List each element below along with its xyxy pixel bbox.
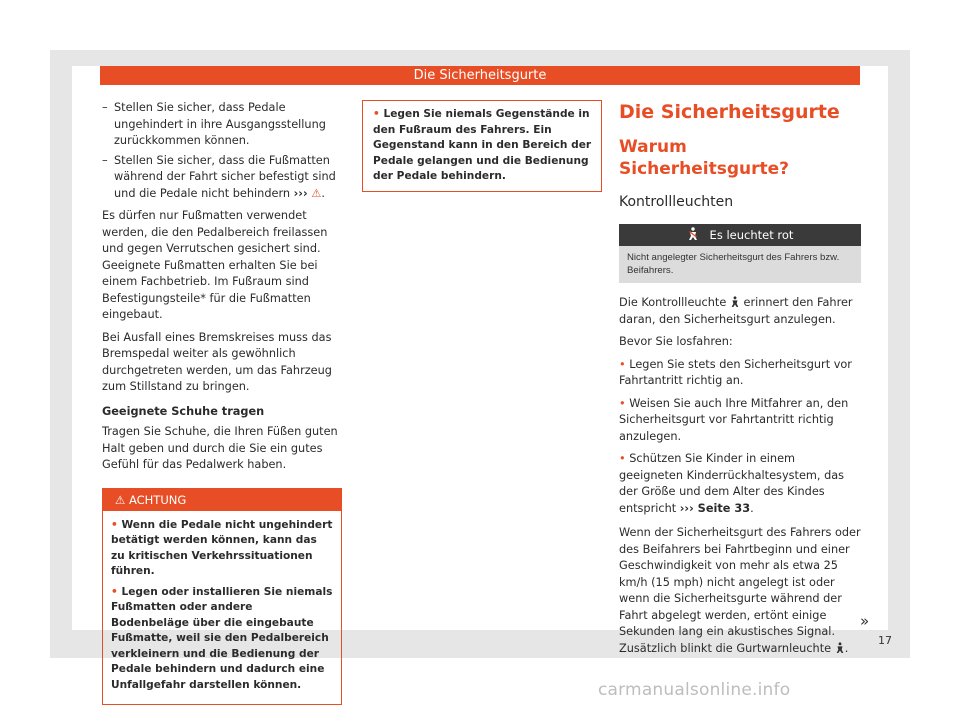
section-header-title: Die Sicherheitsgurte (413, 68, 547, 83)
warning-item: • Legen Sie niemals Gegenstände in den Fußraum des Fahrers. Ein Gegenstand kann in den Bereich der Pedale gelangen und die Bedienung der Pedale behindern. (373, 108, 592, 182)
seatbelt-icon (687, 227, 699, 241)
warning-triangle-icon[interactable]: ⚠ (311, 186, 322, 200)
chapter-title: Die Sicherheitsgurte (619, 101, 840, 123)
paragraph: Bevor Sie losfahren: (619, 335, 733, 348)
section-title: Warum Sicherheitsgurte? (619, 137, 790, 179)
list-item-text: Stellen Sie sicher, dass die Fußmatten während der Fahrt sicher befestigt sind und die Pedale nicht behindern (114, 153, 336, 200)
paragraph: Wenn der Sicherheitsgurt des Fahrers oder des Beifahrers bei Fahrtbeginn und einer Geschwindigkeit von mehr als etwa 25 km/h (15 mph) nicht angelegt ist oder wenn die Sicherheitsgurte während der Fahrt abgelegt werden, ertönt einige Sekunden lang ein akustisches Signal. Zusätzlich blinkt die Gurtwarnleuchte . (619, 526, 861, 655)
indicator-description: Nicht angelegter Sicherheitsgurt des Fahrers bzw. Beifahrers. (619, 246, 861, 283)
paragraph: Tragen Sie Schuhe, die Ihren Füßen guten Halt geben und durch die Sie ein gutes Gefühl für das Pedalwerk haben. (102, 425, 338, 471)
warning-box-continued (362, 100, 602, 192)
bullet-icon: • (619, 357, 626, 371)
bullet-icon: • (111, 585, 118, 598)
warning-label: ACHTUNG (128, 492, 187, 507)
bullet-item: • Schützen Sie Kinder in einem geeigneten Kinderrückhaltesystem, das der Größe und dem Alter des Kindes entspricht ››› Seite 33. (619, 452, 845, 515)
warning-box (102, 488, 342, 706)
indicator-header (619, 224, 861, 246)
paragraph: Bei Ausfall eines Bremskreises muss das Bremspedal weiter als gewöhnlich durchgetreten werden, um das Fahrzeug zum Stillstand zu bringen. (102, 330, 332, 393)
warning-item: • Legen oder installieren Sie niemals Fußmatten oder andere Bodenbeläge über die eingebaute Fußmatte, weil sie den Pedalbereich verkleinern und die Bedienung der Pedale behindern und dadurch eine Unfallgefahr darstellen können. (111, 585, 333, 691)
paragraph: Es dürfen nur Fußmatten verwendet werden, die den Pedalbereich freilassen und gegen Verrutschen gesichert sind. Geeignete Fußmatten erhalten Sie bei einem Fachbetrieb. Im Fußraum sind Befestigungsteile* für die Fußmatten eingebaut. (102, 209, 328, 321)
warning-box-body (103, 511, 341, 705)
bullet-item: • Weisen Sie auch Ihre Mitfahrer an, den Sicherheitsgurt vor Fahrtantritt richtig anzulegen. (619, 396, 849, 443)
watermark: carmanualsonline.info (598, 680, 791, 700)
bullet-item: • Legen Sie stets den Sicherheitsgurt vor Fahrtantritt richtig an. (619, 357, 852, 387)
bullet-icon: • (373, 108, 380, 120)
list-item: – Stellen Sie sicher, dass die Fußmatten während der Fahrt sicher befestigt sind und die Pedale nicht behindern ››› ⚠. (102, 153, 336, 200)
seatbelt-icon (835, 642, 845, 654)
list-item-text: Stellen Sie sicher, dass Pedale ungehindert in ihre Ausgangsstellung zurückkommen können. (114, 101, 326, 147)
page-number: 17 (878, 634, 892, 647)
left-column (102, 100, 342, 705)
bullet-icon: • (619, 396, 626, 410)
indicator-label: Es leuchtet rot (709, 228, 794, 242)
bullet-icon: • (619, 452, 626, 465)
warning-triangle-icon: ⚠ (115, 492, 126, 507)
paragraph: Die Kontrollleuchte erinnert den Fahrer daran, den Sicherheitsgurt anzulegen. (619, 296, 853, 326)
section-header (100, 66, 860, 85)
bullet-icon: • (111, 518, 118, 531)
list-item: – Stellen Sie sicher, dass Pedale ungehindert in ihre Ausgangsstellung zurückkommen können. (102, 101, 326, 147)
continued-marker: » (860, 612, 870, 630)
right-column (619, 100, 861, 663)
warning-item: • Wenn die Pedale nicht ungehindert betätigt werden können, kann das zu kritischen Verkehrssituationen führen. (111, 518, 333, 577)
reference-arrows[interactable]: ››› (293, 186, 308, 200)
page-reference-link[interactable]: ››› Seite 33 (679, 501, 751, 515)
subheading: Geeignete Schuhe tragen (102, 404, 265, 418)
subsection-title: Kontrollleuchten (619, 194, 734, 210)
middle-column (362, 100, 602, 192)
warning-box-header (103, 489, 341, 511)
warning-box-body (363, 101, 601, 191)
seatbelt-icon (730, 296, 740, 308)
